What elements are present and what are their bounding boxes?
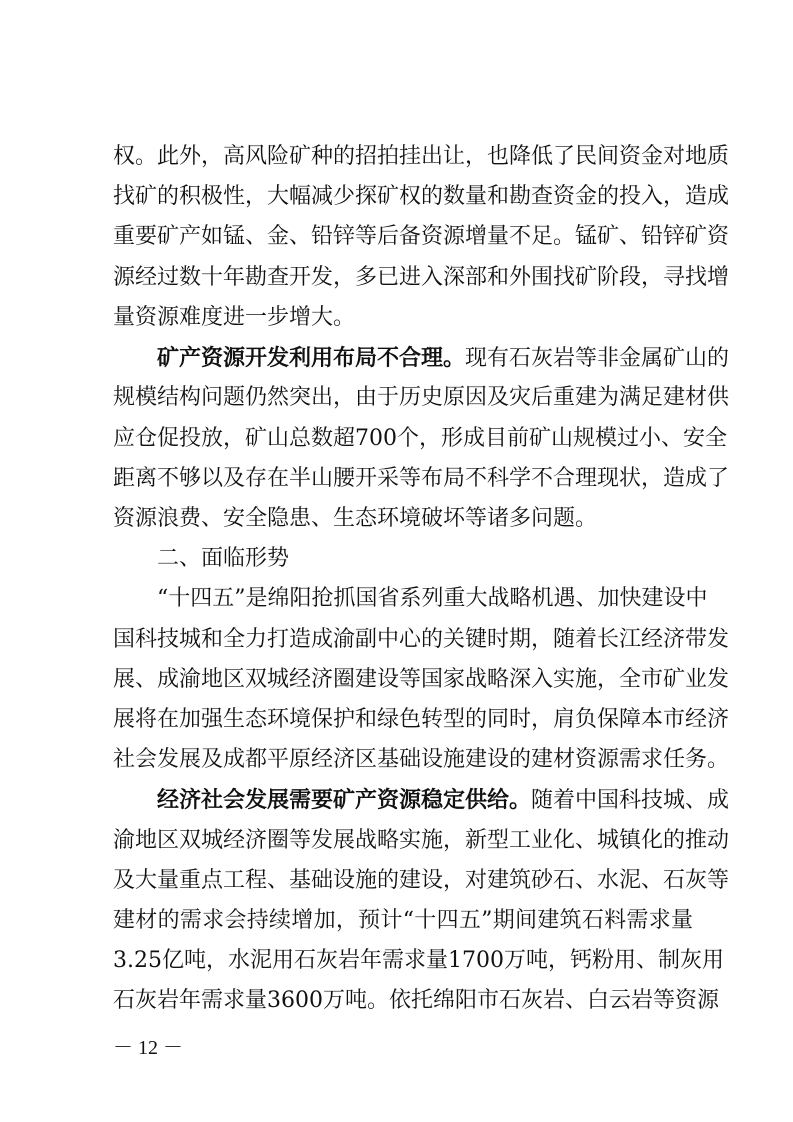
- paragraph-line: 资源浪费、安全隐患、生态环境破坏等诸多问题。: [113, 506, 598, 531]
- paragraph-first-line: [157, 343, 730, 373]
- paragraph-line: 应仓促投放，矿山总数超700个，形成目前矿山规模过小、安全: [113, 426, 727, 451]
- paragraph-line: 3.25亿吨，水泥用石灰岩年需求量1700万吨，钙粉用、制灰用: [113, 948, 724, 973]
- paragraph-first-line: “十四五”是绵阳抢抓国省系列重大战略机遇、加快建设中: [157, 586, 708, 611]
- section-heading: 二、面临形势: [157, 546, 290, 571]
- paragraph-line: 及大量重点工程、基础设施的建设，对建筑砂石、水泥、石灰等: [113, 868, 730, 893]
- paragraph-first-line: [157, 785, 730, 815]
- paragraph-line: 社会发展及成都平原经济区基础设施建设的建材资源需求任务。: [113, 747, 730, 772]
- paragraph-line: 量资源难度进一步增大。: [113, 305, 356, 330]
- paragraph-line: 规模结构问题仍然突出，由于历史原因及灾后重建为满足建材供: [113, 385, 730, 410]
- paragraph-line: 展将在加强生态环境保护和绿色转型的同时，肩负保障本市经济: [113, 707, 730, 732]
- paragraph-line: 国科技城和全力打造成渝副中心的关键时期，随着长江经济带发: [113, 627, 730, 652]
- paragraph-lead-bold: 经济社会发展需要矿产资源稳定供给。: [157, 787, 532, 813]
- paragraph-line: 距离不够以及存在半山腰开采等布局不科学不合理现状，造成了: [113, 466, 730, 491]
- paragraph-line: 石灰岩年需求量3600万吨。依托绵阳市石灰岩、白云岩等资源: [113, 988, 719, 1013]
- paragraph-line: 找矿的积极性，大幅减少探矿权的数量和勘查资金的投入，造成: [113, 184, 730, 209]
- paragraph-line: 建材的需求会持续增加，预计“十四五”期间建筑石料需求量: [113, 908, 693, 933]
- paragraph-text: 现有石灰岩等非金属矿山的: [465, 346, 730, 371]
- paragraph-lead-bold: 矿产资源开发利用布局不合理。: [157, 345, 466, 371]
- paragraph-line: 源经过数十年勘查开发，多已进入深部和外围找矿阶段，寻找增: [113, 265, 730, 290]
- paragraph-line: 渝地区双城经济圈等发展战略实施，新型工业化、城镇化的推动: [113, 828, 730, 853]
- paragraph-line: 重要矿产如锰、金、铅锌等后备资源增量不足。锰矿、铅锌矿资: [113, 224, 730, 249]
- paragraph-line: 展、成渝地区双城经济圈建设等国家战略深入实施，全市矿业发: [113, 667, 730, 692]
- paragraph-text: 随着中国科技城、成: [531, 788, 730, 813]
- paragraph-line: 权。此外，高风险矿种的招拍挂出让，也降低了民间资金对地质: [113, 144, 730, 169]
- page-number: － 12 －: [113, 1037, 183, 1059]
